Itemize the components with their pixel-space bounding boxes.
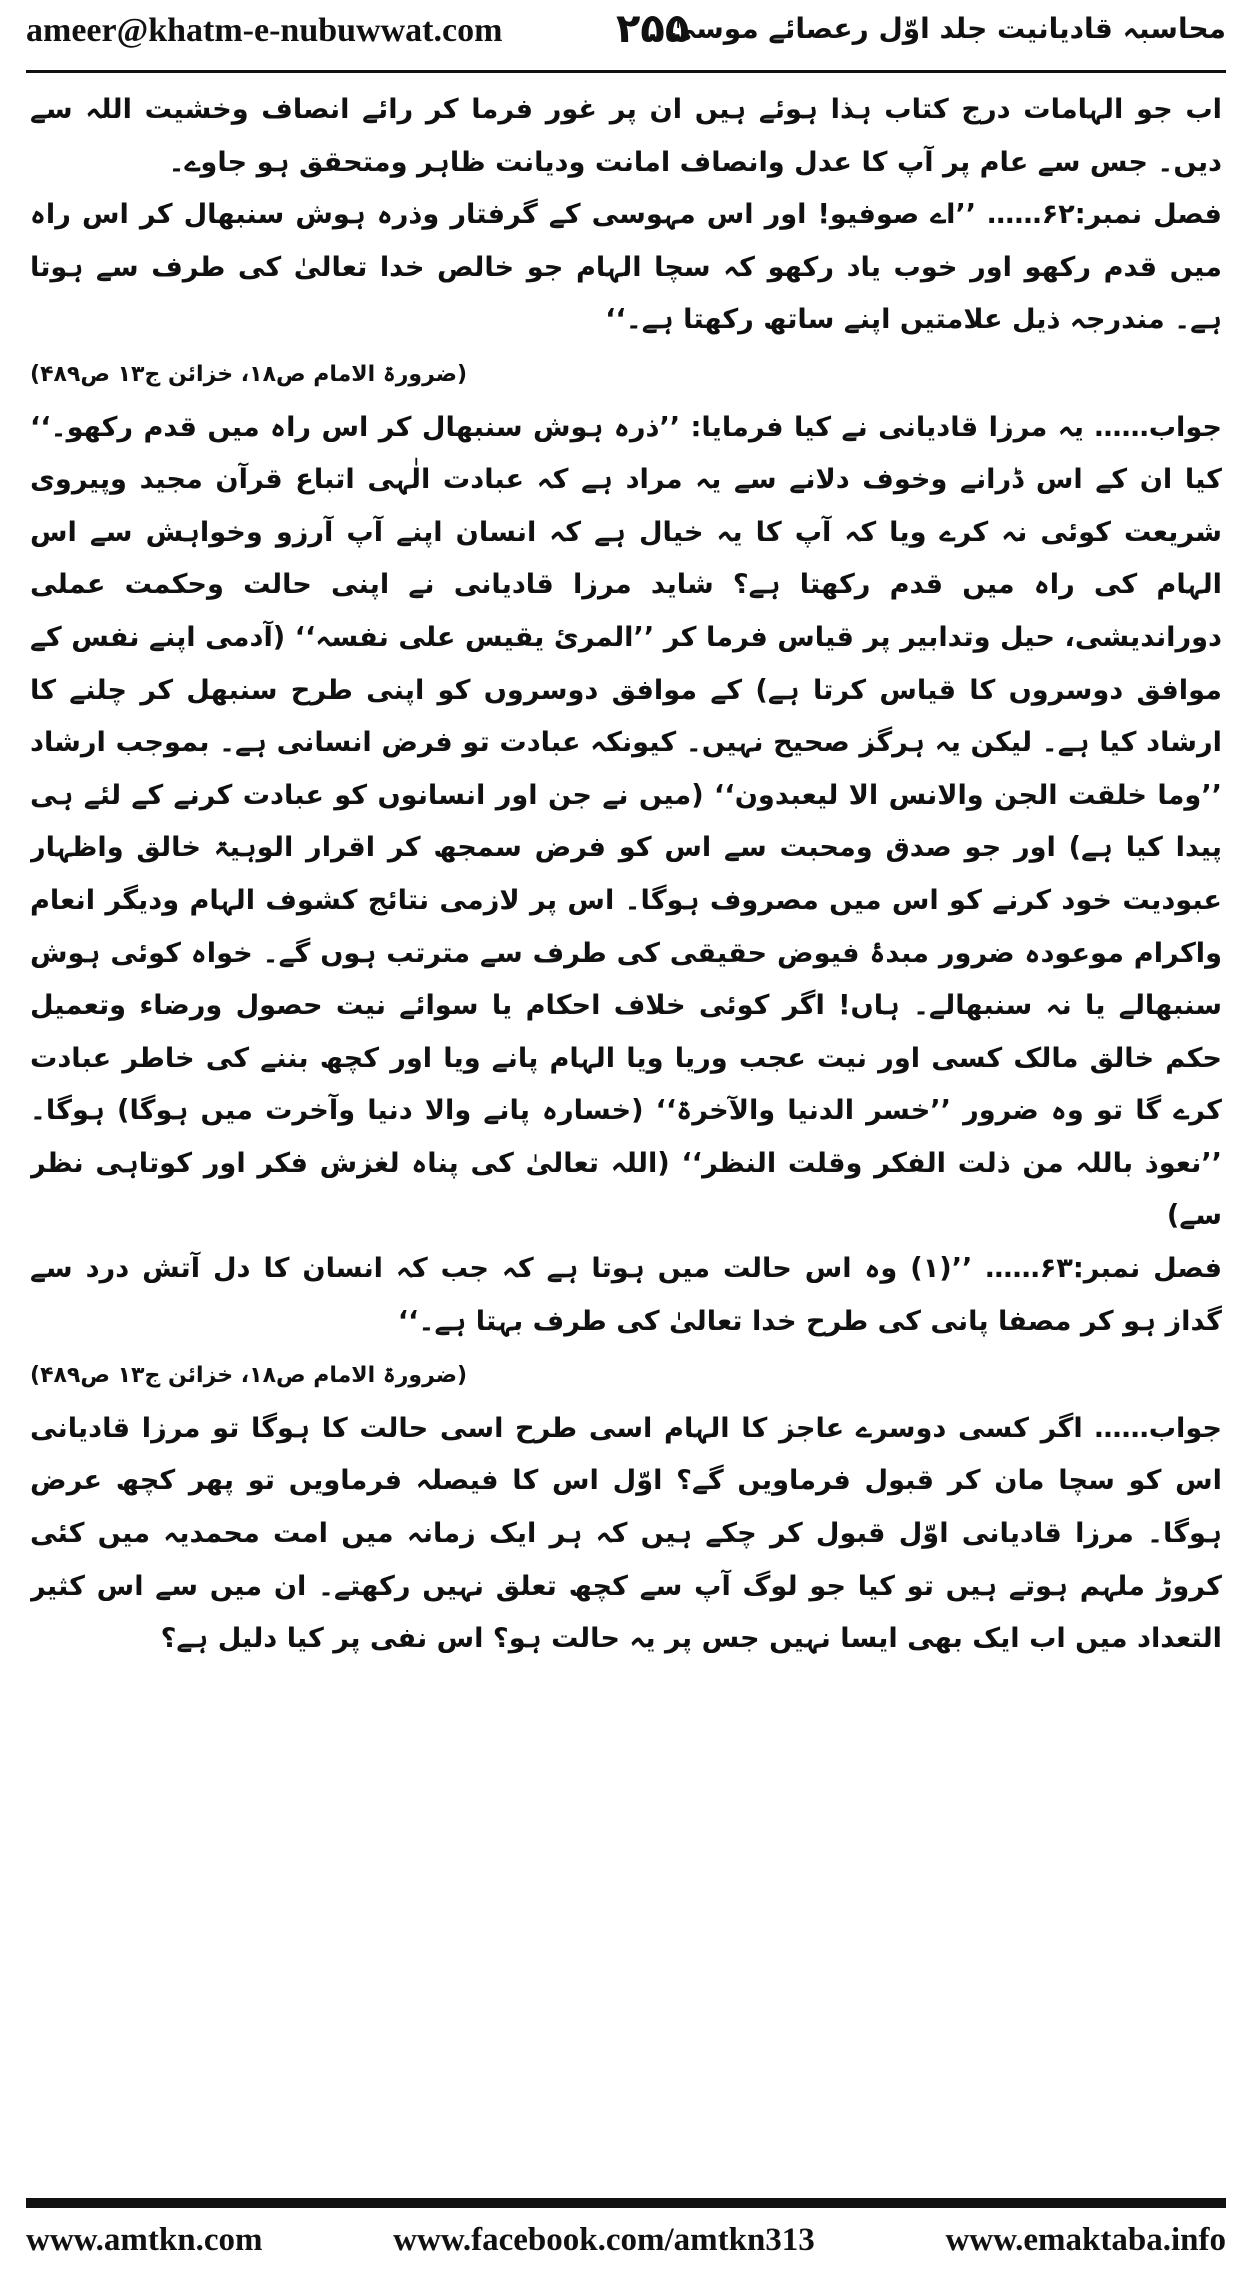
book-title: محاسبہ قادیانیت جلد اوّل رعصائے موسیٰ <box>667 12 1226 45</box>
paragraph-fasl-62: فصل نمبر:۶۲…… ’’اے صوفیو! اور اس مہوسی کے گرفتار وذرہ ہوش سنبھال کر اس راہ میں قدم رکھو اور خوب یاد رکھو کہ سچا الہام جو خالص خدا تعالیٰ کی طرف سے ہوتا ہے۔ مندرجہ ذیل علامتیں اپنے ساتھ رکھتا ہے۔‘‘ <box>30 199 1222 336</box>
header-rule <box>26 70 1226 73</box>
reference-citation: (ضرورۃ الامام ص۱۸، خزائن ج۱۳ ص۴۸۹) <box>30 1363 468 1389</box>
footer-link-amtkn[interactable]: www.amtkn.com <box>26 2222 263 2258</box>
page-body <box>30 84 1222 2134</box>
paragraph-fasl-63: فصل نمبر:۶۳…… ’’(۱) وہ اس حالت میں ہوتا ہے کہ جب کہ انسان کا دل آتش درد سے گداز ہو کر مصفا پانی کی طرح خدا تعالیٰ کی طرف بہتا ہے۔‘‘ <box>30 1253 1222 1337</box>
footer-rule <box>26 2198 1226 2208</box>
reference-citation: (ضرورۃ الامام ص۱۸، خزائن ج۱۳ ص۴۸۹) <box>30 361 468 387</box>
paragraph-answer-63: جواب…… اگر کسی دوسرے عاجز کا الہام اسی طرح اسی حالت کا ہوگا تو مرزا قادیانی اس کو سچا مان کر قبول فرماویں گے؟ اوّل اس کا فیصلہ فرماویں تو پھر کچھ عرض ہوگا۔ مرزا قادیانی اوّل قبول کر چکے ہیں کہ ہر ایک زمانہ میں امت محمدیہ میں کئی کروڑ ملہم ہوتے ہیں تو کیا جو لوگ آپ سے کچھ تعلق نہیں رکھتے۔ ان میں سے اس کثیر التعداد میں اب ایک بھی ایسا نہیں جس پر یہ حالت ہو؟ اس نفی پر کیا دلیل ہے؟ <box>30 1412 1222 1655</box>
paragraph-intro: اب جو الہامات درج کتاب ہذا ہوئے ہیں ان پر غور فرما کر رائے انصاف وخشیت اللہ سے دیں۔ جس سے عام پر آپ کا عدل وانصاف امانت ودیانت ظاہر ومتحقق ہو جاوے۔ <box>30 94 1222 178</box>
paragraph-answer-62: جواب…… یہ مرزا قادیانی نے کیا فرمایا: ’’ذرہ ہوش سنبھال کر اس راہ میں قدم رکھو۔‘‘ کیا ان کے اس ڈرانے وخوف دلانے سے یہ مراد ہے کہ عبادت الٰہی اتباع قرآن مجید وپیروی شریعت کوئی نہ کرے ویا کہ آپ کا یہ خیال ہے کہ انسان اپنے آپ آرزو وخواہش سے اس الہام کی راہ میں قدم رکھتا ہے؟ شاید مرزا قادیانی نے اپنی حالت وحکمت عملی دوراندیشی، حیل وتدابیر پر قیاس فرما کر ’’المرئ یقیس علی نفسہ‘‘ (آدمی اپنے نفس کے موافق دوسروں کا قیاس کرتا ہے) کے موافق دوسروں کو اپنی طرح سنبھل کر چلنے کا ارشاد کیا ہے۔ لیکن یہ ہرگز صحیح نہیں۔ کیونکہ عبادت تو فرض انسانی ہے۔ بموجب ارشاد ’’وما خلقت الجن والانس الا لیعبدون‘‘ (میں نے جن اور انسانوں کو عبادت کرنے کے لئے ہی پیدا کیا ہے) اور جو صدق ومحبت سے اس کو فرض سمجھ کر اقرار الوہیۃ خالق واظہار عبودیت خود کرنے کو اس میں مصروف ہوگا۔ اس پر لازمی نتائج کشوف الہام ودیگر انعام واکرام موعودہ ضرور مبدۂ فیوض حقیقی کی طرف سے مترتب ہوں گے۔ خواہ کوئی ہوش سنبھالے یا نہ سنبھالے۔ ہاں! اگر کوئی خلاف احکام یا سوائے نیت حصول ورضاء وتعمیل حکم خالق مالک کسی اور نیت عجب وریا ویا الہام پانے ویا اور کچھ بننے کی خاطر عبادت کرے گا تو وہ ضرور ’’خسر الدنیا والآخرۃ‘‘ (خسارہ پانے والا دنیا وآخرت میں ہوگا) ہوگا۔ ’’نعوذ باللہ من ذلت الفکر وقلت النظر‘‘ (اللہ تعالیٰ کی پناہ لغزش فکر اور کوتاہی نظر سے) <box>30 411 1222 1232</box>
page-footer <box>26 2222 1226 2266</box>
footer-link-facebook[interactable]: www.facebook.com/amtkn313 <box>393 2222 815 2258</box>
page-header <box>26 6 1226 66</box>
header-email[interactable]: ameer@khatm-e-nubuwwat.com <box>26 12 503 49</box>
footer-link-emaktaba[interactable]: www.emaktaba.info <box>945 2222 1226 2258</box>
page-number: ۲۵۵ <box>616 6 690 52</box>
